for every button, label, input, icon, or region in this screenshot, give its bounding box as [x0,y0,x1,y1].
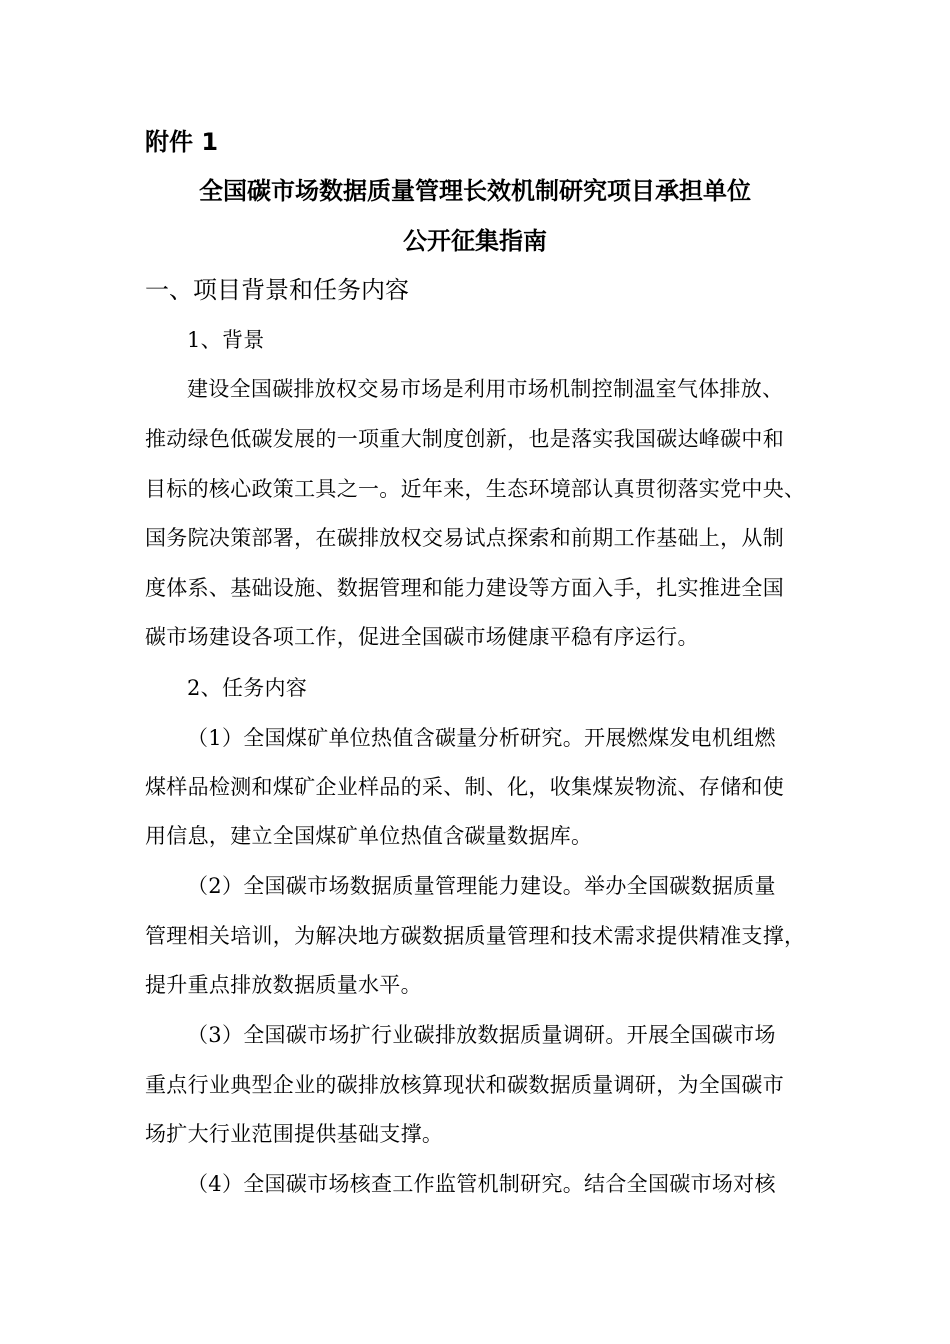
paragraph-line: 用信息，建立全国煤矿单位热值含碳量数据库。 [145,824,593,848]
paragraph-line: 国务院决策部署，在碳排放权交易试点探索和前期工作基础上，从制 [145,526,784,550]
paragraph-line: 管理相关培训，为解决地方碳数据质量管理和技术需求提供精准支撑， [145,924,806,948]
paragraph-line: 碳市场建设各项工作，促进全国碳市场健康平稳有序运行。 [145,625,699,649]
paragraph-line: （2）全国碳市场数据质量管理能力建设。举办全国碳数据质量 [187,874,776,898]
paragraph-line: 目标的核心政策工具之一。近年来，生态环境部认真贯彻落实党中央、 [145,477,806,501]
paragraph-line: 场扩大行业范围提供基础支撑。 [145,1122,444,1146]
paragraph-line: （4）全国碳市场核查工作监管机制研究。结合全国碳市场对核 [187,1172,776,1196]
paragraph-line: （3）全国碳市场扩行业碳排放数据质量调研。开展全国碳市场 [187,1023,776,1047]
paragraph-line: 煤样品检测和煤矿企业样品的采、制、化，收集煤炭物流、存储和使 [145,775,784,799]
paragraph-line: 度体系、基础设施、数据管理和能力建设等方面入手，扎实推进全国 [145,576,784,600]
section-heading: 一、项目背景和任务内容 [145,276,409,304]
paragraph-line: 重点行业典型企业的碳排放核算现状和碳数据质量调研，为全国碳市 [145,1073,784,1097]
paragraph-line: 提升重点排放数据质量水平。 [145,973,422,997]
paragraph-line: 建设全国碳排放权交易市场是利用市场机制控制温室气体排放、 [187,377,784,401]
subsection-heading-tasks: 2、任务内容 [187,676,308,700]
paragraph-line: （1）全国煤矿单位热值含碳量分析研究。开展燃煤发电机组燃 [187,726,776,750]
document-title-line-1: 全国碳市场数据质量管理长效机制研究项目承担单位 [199,177,751,205]
paragraph-line: 推动绿色低碳发展的一项重大制度创新，也是落实我国碳达峰碳中和 [145,427,784,451]
subsection-heading-background: 1、背景 [187,328,265,352]
document-title-line-2: 公开征集指南 [403,227,547,255]
attachment-label: 附件 1 [145,128,219,156]
